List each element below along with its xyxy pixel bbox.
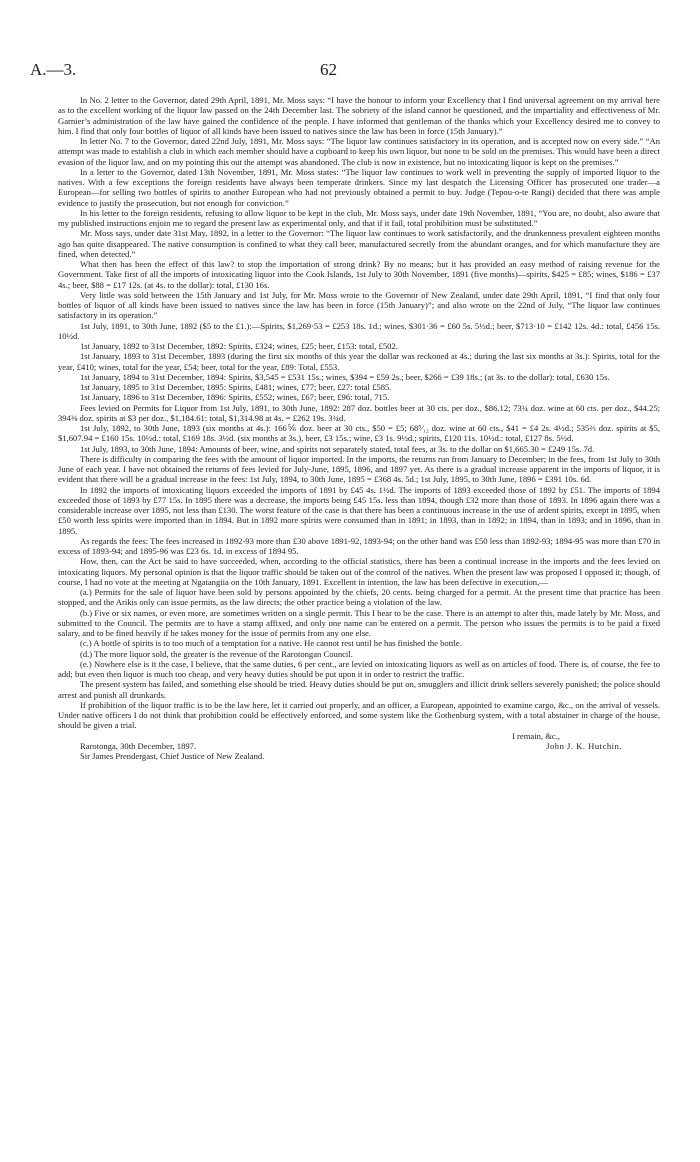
- paragraph: In No. 2 letter to the Governor, dated 29th April, 1891, Mr. Moss says: “I have the honour to inform your Excellency that I find universal agreement on my arrival here as to the excellent working of the liquor law passed on the 24th December last. The sobriety of the island cannot be questioned, and the impartiality and effectiveness of Mr. Garnier’s administration of the law have gained the confidence of the people. I have informed that gentleman of the thanks which your Excellency desired me to convey to him. I find that only four bottles of liquor of all kinds have been issued to natives since the law has been in force (15th January).”: [58, 95, 660, 136]
- paragraph: (a.) Permits for the sale of liquor have been sold by persons appointed by the chiefs, 20 cents. being charged for a permit. At the present time that practice has been stopped, and the Arikis only can issue permits, as the law directs; the other practice being a violation of the law.: [58, 587, 660, 608]
- paragraph: The present system has failed, and something else should be tried. Heavy duties should be put on, smugglers and illicit drink sellers severely punished; the police should arrest and punish all drunkards.: [58, 679, 660, 700]
- page-header: [30, 60, 660, 84]
- closing-remain: I remain, &c.,: [512, 730, 560, 741]
- paragraph: (e.) Nowhere else is it the case, I believe, that the same duties, 6 per cent., are levied on intoxicating liquors as well as on articles of food. There is, of course, the fee to add; but even then liquor is much too cheap, and very heavy duties should be put upon it in order to restrict the traffic.: [58, 658, 660, 679]
- addressee: Sir James Prendergast, Chief Justice of New Zealand.: [80, 751, 265, 761]
- paragraph: 1st July, 1893, to 30th June, 1894: Amounts of beer, wine, and spirits not separately stated, total fees, at 3s. to the dollar on $1,665.30 = £249 15s. 7d.: [80, 443, 595, 454]
- paragraph: How, then, can the Act be said to have succeeded, when, according to the official statistics, there has been a continual increase in the imports and the fees levied on intoxicating liquors. My personal opinion is that the liquor traffic should be taken out of the control of the natives. When the present law was proposed I opposed it; though, of course, I had no vote at the meeting at Ngatangiia on the 10th January, 1891. Excellent in intention, the law has been defective in execution,—: [58, 556, 660, 587]
- paragraph: 1st July, 1891, to 30th June, 1892 ($5 to the £1.):—Spirits, $1,269·53 = £253 18s. 1d.; wines, $301·36 = £60 5s. 5½d.; beer, $713·10 = £142 12s. 4d.: total, £456 15s. 10½d.: [58, 320, 660, 341]
- paragraph: Very little was sold between the 15th January and 1st July, for Mr. Moss wrote to the Governor of New Zealand, under date 29th April, 1891, “I find that only four bottles of liquor of all kinds have been issued to natives since the law has been in force (15th January)”; and also wrote on the 22nd of July, “The liquor law continues satisfactory in its operation.”: [58, 289, 660, 321]
- paragraph: (b.) Five or six names, or even more, are sometimes written on a single permit. This I hear to be the case. There is an attempt to alter this, made lately by Mr. Moss, and submitted to the Council. The permits are to have a stamp affixed, and only one name can be entered on a permit. The person who issues the permits is to be paid a fixed salary, and to be fined heavily if he takes money for the issue of permits from any one else.: [58, 607, 660, 638]
- paragraph: As regards the fees: The fees increased in 1892-93 more than £30 above 1891-92, 1893-94; on the other hand was £50 less than 1892-93; 1894-95 was more than £70 in excess of 1893-94; and 1895-96 was £23 6s. 1d. in excess of 1894 95.: [58, 535, 660, 556]
- paragraph: There is difficulty in comparing the fees with the amount of liquor imported. In the imports, the returns run from January to December; in the fees, from 1st July to 30th June of each year. I have not obtained the returns of fees levied for July-June, 1895, 1896, and 1897 yet. As there is a gradual increase apparent in the imports of liquor, it is evident that there will be a gradual increase in the fees: 1st July, 1894, to 30th June, 1895 = £368 4s. 5d.; 1st July, 1895, to 30th June, 1896 = £391 10s. 6d.: [58, 453, 660, 485]
- place-date: Rarotonga, 30th December, 1897.: [80, 740, 197, 751]
- paragraph: Mr. Moss says, under date 31st May, 1892, in a letter to the Governor: “The liquor law continues to work satisfactorily, and the drunkenness prevalent eighteen months ago has quite disappeared. The native consumption is confined to what they call beer, manufactured secretly from the abundant oranges, and for which manufacture they are fined, when detected.”: [58, 228, 660, 259]
- paragraph: In 1892 the imports of intoxicating liquors exceeded the imports of 1891 by £45 4s. 1½d. The imports of 1893 exceeded those of 1892 by £51. The imports of 1894 exceeded those of 1893 by £77 15s. In 1895 there was a decrease, the imports being £45 15s. less than 1894, though £32 more than those of 1893. In 1896 again there was a considerable increase over 1895, not less than £130. The worst feature of the case is that there has been a continuous increase in the use of ardent spirits, except in 1895, when £50 worth less spirits were imported than in 1894. But in 1892 more spirits were consumed than in 1891; in 1893, than in 1892; in 1894, than in 1893; and in 1896, than in 1895.: [58, 484, 660, 536]
- paragraph: In letter No. 7 to the Governor, dated 22nd July, 1891, Mr. Moss says: “The liquor law continues satisfactory in its operation, and is accepted now on every side.” “An attempt was made to establish a club in which each member should have a cupboard to keep his own liquor, but none to be sold on the premises. This would have been a direct evasion of the liquor law, and on my pointing this out the attempt was abandoned. The club is now in existence, but no intoxicating liquor is kept on the premises.”: [58, 136, 660, 167]
- page-number: 62: [320, 60, 337, 79]
- closing-signature-row: [58, 741, 660, 751]
- signature: John J. K. Hutchin.: [546, 740, 622, 751]
- paragraph: Fees levied on Permits for Liquor from 1st July, 1891, to 30th June, 1892: 287 doz. bottles beer at 30 cts. per doz., $86.12; 73¾ doz. wine at 60 cts. per doz., $44.25; 394⅜ doz. spirits at $3 per doz., $1,184.61: total, $1,314.98 at 4s. = £262 19s. 3¾d.: [58, 402, 660, 423]
- paragraph: 1st January, 1895 to 31st December, 1895: Spirits, £481; wines, £77; beer, £27: total £585.: [80, 382, 392, 392]
- paragraph: What then has been the effect of this law? to stop the importation of strong drink? By no means; but it has provided an easy method of raising revenue for the Government. Take first of all the imports of intoxicating liquor into the Cook Islands, 1st July to 30th November, 1891 (five months)—spirits, $425 = £85; wines, $186 = £37 4s.; beer, $88 = £17 12s. (at 4s. to the dollar): total, £130 16s.: [58, 259, 660, 290]
- paragraph: 1st July, 1892, to 30th June, 1893 (six months at 4s.): 166⅚ doz. beer at 30 cts., $50 = £5; 68⁵⁄₁₂ doz. wine at 60 cts., $41 = £4 2s. 4½d.; 535⅔ doz. spirits at $5, $1,607.94 = £160 15s. 10½d.: total, £169 18s. 3½d. (six months at 3s.), beer, £3 15s.; wine, £3 1s. 9½d.; spirits, £120 11s. 10½d.: total, £127 8s. 5½d.: [58, 423, 660, 444]
- paragraph: 1st January, 1893 to 31st December, 1893 (during the first six months of this year the dollar was reckoned at 4s.; during the last six months at 3s.): Spirits, total for the year, £410; wines, total for the year, £54; beer, total for the year, £89: Total, £553.: [58, 351, 660, 372]
- paragraph: 1st January, 1896 to 31st December, 1896: Spirits, £552; wines, £67; beer, £96: total, 715.: [80, 392, 390, 403]
- paragraph: If prohibition of the liquor traffic is to be the law here, let it carried out properly, and an officer, a European, appointed to examine cargo, &c., on the arrival of vessels. Under native officers I do not think that prohibition could be effectively enforced, and some system like the Gothenburg system, with a total abstainer in charge of the house, should be given a trial.: [58, 699, 660, 731]
- paragraph: (d.) The more liquor sold, the greater is the revenue of the Rarotongan Council.: [80, 648, 353, 659]
- paragraph: In his letter to the foreign residents, refusing to allow liquor to be kept in the club, Mr. Moss says, under date 19th November, 1891, “You are, no doubt, also aware that my published instructions enjoin me to regard the present law as experimental only, and that if it fail, total prohibition must be substituted.”: [58, 207, 660, 228]
- section-reference: A.—3.: [30, 60, 77, 79]
- paragraph: In a letter to the Governor, dated 13th November, 1891, Mr. Moss states: “The liquor law continues to work well in preventing the supply of imported liquor to the natives. With a few exceptions the foreign residents have always been temperate drinkers. Since my last despatch the Licensing Officer has prosecuted one trader—a European—for selling two bottles of spirits to another European who had not previously obtained a permit to buy. Judge (Tepou-o-te Rangi) decided that there was ample evidence to justify the prosecution, but not enough for conviction.”: [58, 166, 660, 208]
- paragraph: (c.) A bottle of spirits is to too much of a temptation for a native. He cannot rest until he has finished the bottle.: [80, 638, 462, 649]
- paragraph: 1st January, 1892 to 31st December, 1892: Spirits, £324; wines, £25; beer, £153: total, £502.: [80, 341, 398, 351]
- letter-body: [58, 95, 660, 761]
- closing-remain-row: [58, 731, 660, 741]
- paragraph: 1st January, 1894 to 31st December, 1894: Spirits, $3,545 = £531 15s.; wines, $394 = £59 2s.; beer, $266 = £39 18s.; (at 3s. to the dollar): total, £630 15s.: [80, 371, 610, 382]
